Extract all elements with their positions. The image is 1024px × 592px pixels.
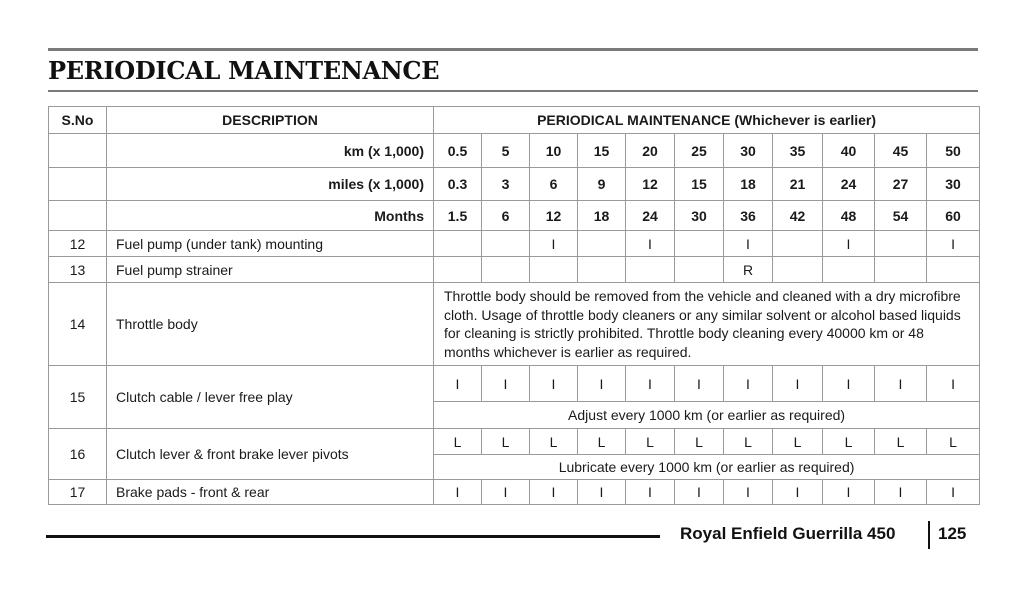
scale-value: 6 (530, 168, 578, 201)
scale-label: miles (x 1,000) (107, 168, 434, 201)
interval-cell: I (724, 480, 773, 505)
scale-value: 21 (773, 168, 823, 201)
row-description: Throttle body (107, 283, 434, 366)
interval-cell: I (823, 366, 875, 402)
interval-cell (530, 257, 578, 283)
interval-cell (675, 231, 724, 257)
interval-cell: I (927, 231, 980, 257)
table-cell (49, 134, 107, 168)
scale-value: 30 (724, 134, 773, 168)
header-sno: S.No (49, 107, 107, 134)
interval-cell: I (724, 231, 773, 257)
interval-cell (578, 231, 626, 257)
footer-rule (46, 535, 660, 538)
interval-cell: I (482, 480, 530, 505)
page-number: 125 (938, 524, 967, 543)
scale-value: 42 (773, 201, 823, 231)
scale-value: 1.5 (434, 201, 482, 231)
scale-value: 20 (626, 134, 675, 168)
scale-value: 54 (875, 201, 927, 231)
interval-cell (626, 257, 675, 283)
interval-cell (823, 257, 875, 283)
interval-cell (675, 257, 724, 283)
title-rule (48, 90, 978, 92)
scale-value: 15 (578, 134, 626, 168)
scale-value: 30 (927, 168, 980, 201)
interval-cell: I (626, 480, 675, 505)
scale-label: km (x 1,000) (107, 134, 434, 168)
scale-value: 5 (482, 134, 530, 168)
interval-cell: I (875, 480, 927, 505)
interval-cell (482, 231, 530, 257)
row-note: Lubricate every 1000 km (or earlier as required) (434, 455, 980, 480)
interval-cell: I (773, 366, 823, 402)
scale-value: 0.3 (434, 168, 482, 201)
scale-value: 24 (626, 201, 675, 231)
footer-separator (928, 521, 930, 549)
interval-cell: R (724, 257, 773, 283)
row-sno: 16 (49, 429, 107, 480)
interval-cell: I (675, 366, 724, 402)
interval-cell (482, 257, 530, 283)
interval-cell: I (626, 231, 675, 257)
interval-cell (875, 257, 927, 283)
header-row (49, 107, 980, 134)
row-sno: 17 (49, 480, 107, 505)
scale-label: Months (107, 201, 434, 231)
row-description: Clutch lever & front brake lever pivots (107, 429, 434, 480)
interval-cell: I (434, 480, 482, 505)
interval-cell: L (724, 429, 773, 455)
row-description: Fuel pump strainer (107, 257, 434, 283)
scale-value: 10 (530, 134, 578, 168)
interval-cell: L (578, 429, 626, 455)
interval-cell: I (875, 366, 927, 402)
table-row (49, 257, 980, 283)
row-description: Fuel pump (under tank) mounting (107, 231, 434, 257)
scale-value: 9 (578, 168, 626, 201)
scale-row-miles (49, 168, 980, 201)
table-row (49, 366, 980, 402)
page-title: PERIODICAL MAINTENANCE (48, 56, 440, 85)
scale-value: 12 (530, 201, 578, 231)
footer-brand: Royal Enfield Guerrilla 450 (680, 524, 896, 543)
scale-value: 25 (675, 134, 724, 168)
interval-cell: I (530, 480, 578, 505)
row-description: Brake pads - front & rear (107, 480, 434, 505)
table-row (49, 429, 980, 455)
interval-cell: L (530, 429, 578, 455)
interval-cell: I (530, 231, 578, 257)
interval-cell: I (482, 366, 530, 402)
scale-value: 40 (823, 134, 875, 168)
scale-value: 15 (675, 168, 724, 201)
scale-value: 27 (875, 168, 927, 201)
interval-cell (773, 257, 823, 283)
row-note: Adjust every 1000 km (or earlier as required) (434, 402, 980, 429)
scale-value: 6 (482, 201, 530, 231)
interval-cell: I (434, 366, 482, 402)
scale-value: 50 (927, 134, 980, 168)
scale-value: 35 (773, 134, 823, 168)
interval-cell: L (434, 429, 482, 455)
top-rule (48, 48, 978, 51)
scale-value: 45 (875, 134, 927, 168)
interval-cell: I (823, 231, 875, 257)
table-row (49, 283, 980, 366)
interval-cell (434, 231, 482, 257)
table-row (49, 480, 980, 505)
row-sno: 13 (49, 257, 107, 283)
scale-value: 48 (823, 201, 875, 231)
scale-value: 18 (724, 168, 773, 201)
interval-cell: L (773, 429, 823, 455)
row-sno: 14 (49, 283, 107, 366)
scale-value: 60 (927, 201, 980, 231)
interval-cell: L (823, 429, 875, 455)
interval-cell (434, 257, 482, 283)
scale-row-months (49, 201, 980, 231)
interval-cell (773, 231, 823, 257)
interval-cell (578, 257, 626, 283)
interval-cell: L (675, 429, 724, 455)
interval-cell: L (875, 429, 927, 455)
scale-value: 3 (482, 168, 530, 201)
interval-cell: I (530, 366, 578, 402)
interval-cell: I (773, 480, 823, 505)
interval-cell: I (823, 480, 875, 505)
row-description: Clutch cable / lever free play (107, 366, 434, 429)
interval-cell (875, 231, 927, 257)
interval-cell (927, 257, 980, 283)
interval-cell: I (927, 366, 980, 402)
table-row (49, 231, 980, 257)
table-cell (49, 168, 107, 201)
maintenance-table (48, 106, 980, 505)
scale-row-km (49, 134, 980, 168)
scale-value: 30 (675, 201, 724, 231)
interval-cell: I (724, 366, 773, 402)
header-description: DESCRIPTION (107, 107, 434, 134)
row-note: Throttle body should be removed from the vehicle and cleaned with a dry microfibre cloth. Usage of throttle body cleaners or any similar solvent or alcohol based liquids for cleaning is strictly prohibited. Throttle body cleaning every 40000 km or 48 months whichever is earlier as required. (434, 283, 980, 366)
interval-cell: I (927, 480, 980, 505)
scale-value: 36 (724, 201, 773, 231)
interval-cell: L (482, 429, 530, 455)
row-sno: 15 (49, 366, 107, 429)
interval-cell: I (675, 480, 724, 505)
row-sno: 12 (49, 231, 107, 257)
interval-cell: I (578, 480, 626, 505)
interval-cell: I (626, 366, 675, 402)
table-cell (49, 201, 107, 231)
scale-value: 24 (823, 168, 875, 201)
scale-value: 0.5 (434, 134, 482, 168)
interval-cell: L (626, 429, 675, 455)
scale-value: 18 (578, 201, 626, 231)
scale-value: 12 (626, 168, 675, 201)
header-periodic: PERIODICAL MAINTENANCE (Whichever is earlier) (434, 107, 980, 134)
interval-cell: I (578, 366, 626, 402)
interval-cell: L (927, 429, 980, 455)
